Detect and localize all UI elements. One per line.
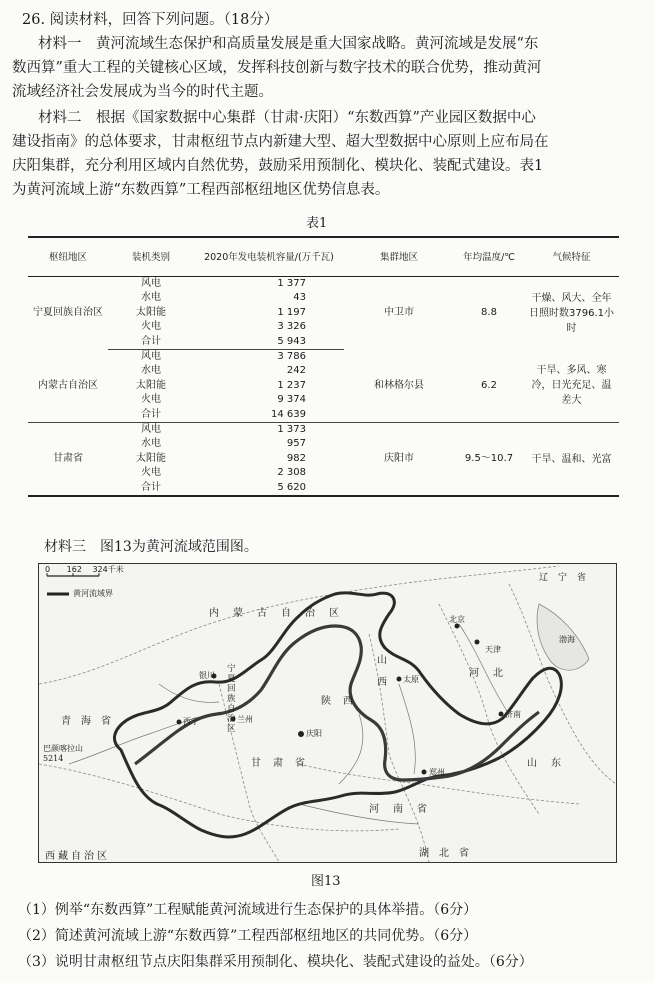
basin-boundary bbox=[114, 593, 561, 837]
city-dot bbox=[499, 712, 504, 717]
label-ningxia: 宁夏回族自治区 bbox=[227, 664, 236, 734]
material1-line: 材料一 黄河流域生态保护和高质量发展是重大国家战略。黄河流域是发展“东 bbox=[38, 36, 539, 52]
type-cell: 风电 bbox=[141, 424, 161, 436]
table-header: 2020年发电装机容量/(万千瓦) bbox=[194, 237, 344, 277]
label-tianjin: 天津 bbox=[485, 645, 501, 654]
capacity-cell: 3 786 bbox=[277, 351, 306, 363]
capacity-cell: 242 bbox=[286, 365, 306, 377]
label-henan: 河南省 bbox=[369, 804, 441, 815]
sub-question: （2）简述黄河流域上游“东数西算”工程西部枢纽地区的共同优势。（6分） bbox=[18, 928, 478, 944]
type-cell: 太阳能 bbox=[136, 379, 166, 391]
capacity-cell: 1 197 bbox=[277, 306, 306, 318]
label-qinghai: 青海省 bbox=[61, 716, 121, 727]
rivers bbox=[69, 624, 509, 824]
type-cell: 风电 bbox=[141, 278, 161, 289]
capacity-cell: 957 bbox=[286, 438, 306, 450]
label-qingyang: 庆阳 bbox=[306, 729, 322, 738]
region-cell: 甘肃省 bbox=[28, 423, 108, 497]
label-taiyuan: 太原 bbox=[403, 675, 419, 684]
label-shanxi: 山西 bbox=[377, 655, 387, 688]
climate-cell: 干燥、风大、全年日照时数3796.1小时 bbox=[529, 292, 614, 334]
label-bohai: 渤海 bbox=[559, 635, 575, 644]
material1-line: 流域经济社会发展成为当今的时代主题。 bbox=[12, 84, 273, 100]
label-lanzhou: 兰州 bbox=[237, 715, 253, 724]
type-cell: 合计 bbox=[108, 335, 194, 350]
capacity-cell: 5 620 bbox=[194, 481, 344, 496]
figure-caption: 图13 bbox=[311, 874, 341, 889]
city-dot bbox=[475, 640, 480, 645]
capacity-cell: 3 326 bbox=[277, 321, 306, 333]
label-shaanxi: 陕西 bbox=[321, 696, 365, 707]
river-line bbox=[339, 714, 363, 784]
table-header-row bbox=[28, 237, 619, 277]
temp-cell: 9.5～10.7 bbox=[454, 423, 524, 497]
sub-question: （1）例举“东数西算”工程赋能黄河流域进行生态保护的具体举措。（6分） bbox=[18, 902, 478, 918]
label-hubei: 湖北省 bbox=[419, 848, 479, 859]
table-row bbox=[28, 350, 619, 365]
type-cell: 太阳能 bbox=[136, 306, 166, 318]
material1-line: 数西算”重大工程的关键核心区域，发挥科技创新与数字技术的联合优势，推动黄河 bbox=[12, 60, 542, 76]
city-dot bbox=[298, 731, 304, 737]
table-header: 年均温度/℃ bbox=[454, 237, 524, 277]
table-header: 装机类别 bbox=[108, 237, 194, 277]
region-cell: 宁夏回族自治区 bbox=[33, 307, 103, 319]
label-yinchuan: 银川 bbox=[199, 671, 215, 680]
label-xizang: 西藏自治区 bbox=[45, 851, 110, 862]
label-jinan: 济南 bbox=[505, 710, 521, 719]
sub-question: （3）说明甘肃枢纽节点庆阳集群采用预制化、模块化、装配式建设的益处。（6分） bbox=[18, 954, 533, 970]
type-cell: 火电 bbox=[141, 467, 161, 479]
type-cell: 火电 bbox=[141, 394, 161, 406]
capacity-cell: 2 308 bbox=[277, 467, 306, 479]
cluster-cell: 中卫市 bbox=[384, 307, 414, 319]
legend-label: 黄河流域界 bbox=[73, 589, 113, 598]
boundary-line bbox=[39, 764, 399, 831]
capacity-cell: 5 943 bbox=[194, 335, 344, 350]
material3-line: 材料三 图13为黄河流域范围图。 bbox=[44, 539, 258, 555]
label-zhengzhou: 郑州 bbox=[429, 768, 445, 777]
region-cell: 内蒙古自治区 bbox=[28, 350, 108, 423]
type-cell: 火电 bbox=[141, 321, 161, 333]
type-cell: 合计 bbox=[108, 481, 194, 496]
table-header: 集群地区 bbox=[344, 237, 454, 277]
climate-cell: 干旱、温和、光富 bbox=[524, 423, 619, 497]
label-beijing: 北京 bbox=[449, 615, 465, 624]
table-title: 表1 bbox=[306, 216, 328, 231]
table-header: 枢纽地区 bbox=[28, 237, 108, 277]
capacity-cell: 9 374 bbox=[277, 394, 306, 406]
table-row bbox=[28, 423, 619, 438]
scale-label bbox=[45, 564, 124, 575]
label-peak: 巴颜喀拉山5214 bbox=[43, 744, 83, 763]
material2-line: 建设指南》的总体要求，甘肃枢纽节点内新建大型、超大型数据中心原则上应布局在 bbox=[12, 134, 549, 150]
scale-0: 0 bbox=[45, 565, 51, 574]
city-dot bbox=[177, 720, 182, 725]
info-table bbox=[28, 236, 619, 497]
climate-cell: 干旱、多风、寒冷，日光充足、温差大 bbox=[524, 350, 619, 423]
temp-cell: 8.8 bbox=[481, 307, 497, 319]
city-dot bbox=[422, 770, 427, 775]
table-row bbox=[28, 277, 619, 292]
label-shandong: 山东 bbox=[527, 758, 575, 769]
scale-324: 324千米 bbox=[92, 565, 124, 574]
table-header: 气候特征 bbox=[524, 237, 619, 277]
label-hebei: 河北 bbox=[469, 668, 517, 679]
yellow-river-map bbox=[38, 563, 617, 863]
cluster-cell: 庆阳市 bbox=[344, 423, 454, 497]
cluster-cell: 和林格尔县 bbox=[344, 350, 454, 423]
type-cell: 风电 bbox=[141, 351, 161, 363]
capacity-cell: 1 373 bbox=[277, 424, 306, 436]
type-cell: 合计 bbox=[108, 408, 194, 423]
river-line bbox=[399, 684, 415, 774]
capacity-cell: 1 237 bbox=[277, 379, 306, 391]
type-cell: 水电 bbox=[141, 365, 161, 377]
material2-line: 材料二 根据《国家数据中心集群（甘肃·庆阳）“东数西算”产业园区数据中心 bbox=[38, 110, 536, 126]
capacity-cell: 14 639 bbox=[194, 408, 344, 423]
capacity-cell: 1 377 bbox=[277, 278, 306, 289]
scale-162: 162 bbox=[66, 565, 82, 574]
type-cell: 太阳能 bbox=[136, 452, 166, 464]
type-cell: 水电 bbox=[141, 438, 161, 450]
capacity-cell: 982 bbox=[286, 452, 306, 464]
material2-line: 为黄河流域上游“东数西算”工程西部枢纽地区优势信息表。 bbox=[12, 182, 390, 198]
capacity-cell: 43 bbox=[293, 292, 306, 304]
question-header: 26. 阅读材料，回答下列问题。（18分） bbox=[22, 12, 279, 28]
type-cell: 水电 bbox=[141, 292, 161, 304]
label-neimenggu: 内蒙古自治区 bbox=[209, 608, 353, 619]
label-xining: 西宁 bbox=[183, 717, 199, 726]
temp-cell: 6.2 bbox=[454, 350, 524, 423]
label-gansu: 甘肃省 bbox=[251, 758, 317, 769]
material2-line: 庆阳集群，充分利用区域内自然优势，鼓励采用预制化、模块化、装配式建设。表1 bbox=[12, 158, 544, 174]
city-dot bbox=[397, 677, 402, 682]
label-liaoning: 辽宁省 bbox=[539, 573, 597, 583]
